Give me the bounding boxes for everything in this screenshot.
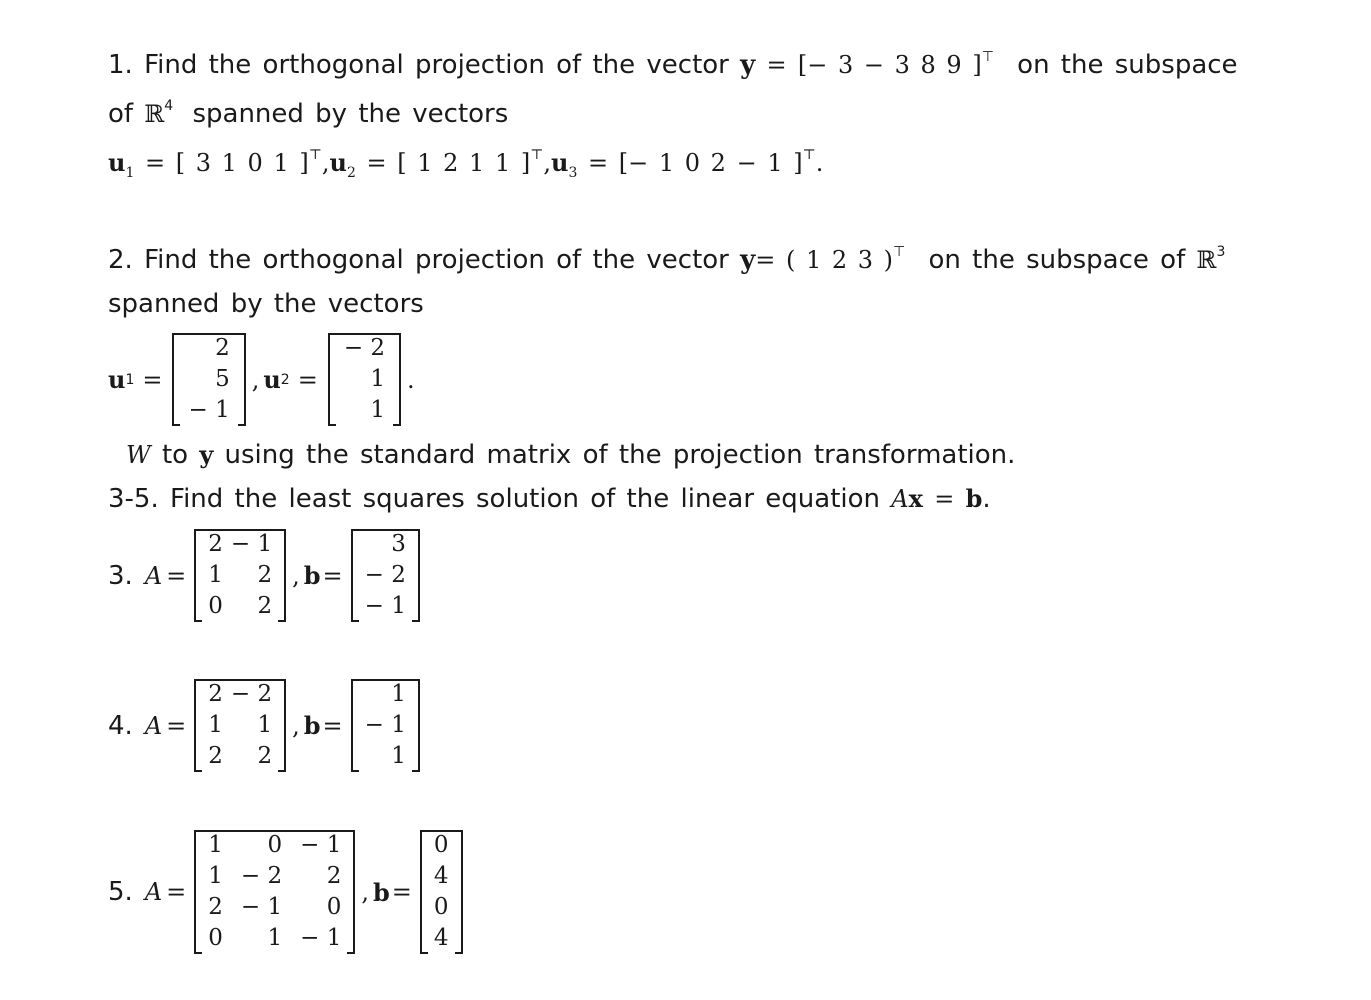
problem-5-number: 5. <box>108 877 133 907</box>
matrix-entry: − 1 <box>300 925 342 951</box>
matrix-entry: 1 <box>208 832 223 858</box>
note-to: to <box>161 440 189 470</box>
vector-y-label: y <box>740 245 756 275</box>
matrix-entry: 2 <box>208 894 223 920</box>
matrix-a-label: A <box>144 878 163 906</box>
matrix-entry: 0 <box>208 925 223 951</box>
problem-1-line-1 <box>108 48 1238 82</box>
problem-2-line-2 <box>108 287 424 321</box>
matrix-entry: 2 <box>208 743 223 769</box>
matrix-entry: 1 <box>257 712 273 738</box>
problem-1-line-2 <box>108 97 508 131</box>
matrix-entry: − 1 <box>230 531 273 557</box>
u3-subscript: 3 <box>568 165 578 181</box>
u1-subscript: 1 <box>125 165 135 181</box>
problem-1-text-of: of <box>108 99 134 129</box>
matrix-entry: 1 <box>208 712 223 738</box>
period: . <box>407 365 415 394</box>
matrix-entry: 2 <box>208 531 223 557</box>
equals-sign: = <box>766 51 787 79</box>
matrix-a <box>194 679 286 772</box>
matrix-entry: 2 <box>215 335 230 361</box>
period: . <box>815 149 824 177</box>
matrix-entry: − 1 <box>364 593 406 619</box>
matrix-entry: 2 <box>257 562 273 588</box>
vector-b-label: b <box>965 484 983 513</box>
transpose-mark: ⊤ <box>802 147 816 163</box>
u3-vector: = [− 1 0 2 − 1 ] <box>588 149 803 177</box>
matrix-entry: 2 <box>326 863 342 889</box>
problem-1-vectors <box>108 146 823 180</box>
comma: , <box>251 365 260 394</box>
problem-3-number: 3. <box>108 560 133 591</box>
transpose-mark: ⊤ <box>981 49 994 65</box>
u2-label: u <box>263 365 281 394</box>
problem-1-text: Find the orthogonal projection of the vector <box>144 50 729 80</box>
matrix-a-label: A <box>144 711 163 740</box>
u2-label: u <box>329 148 347 177</box>
vector-b <box>351 529 420 622</box>
matrix-entry: 1 <box>391 681 406 707</box>
comma: , <box>321 149 330 177</box>
matrix-a <box>194 830 355 954</box>
problem-3-5-number: 3-5. <box>108 484 159 514</box>
matrix-a <box>194 529 286 622</box>
matrix-entry: − 1 <box>300 832 342 858</box>
vector-y-value: [− 3 − 3 8 9 ] <box>797 51 982 79</box>
u1-vector: = [ 3 1 0 1 ] <box>145 149 309 177</box>
matrix-entry: − 1 <box>364 712 406 738</box>
transpose-mark: ⊤ <box>530 147 544 163</box>
matrix-entry: − 2 <box>343 335 386 361</box>
matrix-entry: − 2 <box>240 863 283 889</box>
matrix-entry: 4 <box>433 925 449 951</box>
matrix-a-label: A <box>891 485 909 513</box>
problem-1-number: 1. <box>108 50 133 80</box>
matrix-entry: 1 <box>391 743 406 769</box>
comma: , <box>543 149 552 177</box>
real-space-dimension: 4 <box>164 98 174 114</box>
problem-2-text-cont: on the subspace of <box>928 245 1186 275</box>
matrix-entry: 2 <box>208 681 223 707</box>
matrix-entry: 0 <box>326 894 342 920</box>
u1-label: u <box>108 365 126 394</box>
vector-b-label: b <box>372 877 390 907</box>
matrix-entry: 1 <box>208 562 223 588</box>
matrix-entry: 1 <box>267 925 283 951</box>
vector-b <box>351 679 420 772</box>
problem-2-text: Find the orthogonal projection of the vector <box>144 245 729 275</box>
matrix-entry: 0 <box>433 894 449 920</box>
u1-label: u <box>108 148 126 177</box>
real-space-dimension: 3 <box>1216 244 1226 260</box>
problem-2-vectors: u 1 = 2 5 − 1 , u 2 = − 2 1 1 . <box>108 333 415 426</box>
problem-4-number: 4. <box>108 710 133 741</box>
equals-sign: = <box>322 711 343 740</box>
problem-3 <box>108 529 422 622</box>
vector-y-value: = ( 1 2 3 ) <box>755 246 894 274</box>
problem-2-spanned: spanned by the vectors <box>108 289 424 319</box>
matrix-entry: 0 <box>267 832 283 858</box>
matrix-entry: − 2 <box>230 681 273 707</box>
problem-2-number: 2. <box>108 245 133 275</box>
real-space-symbol: ℝ <box>1196 246 1217 274</box>
matrix-entry: 2 <box>257 593 273 619</box>
matrix-entry: 2 <box>257 743 273 769</box>
matrix-entry: 3 <box>391 531 406 557</box>
equals-sign: = <box>142 365 163 394</box>
comma: , <box>292 561 300 590</box>
u1-column-vector <box>172 333 245 426</box>
matrix-entry: 1 <box>370 397 386 423</box>
vector-y: y <box>199 440 214 469</box>
transpose-mark: ⊤ <box>308 147 322 163</box>
note-text: using the standard matrix of the projection transformation. <box>224 440 1016 470</box>
problem-5 <box>108 830 465 954</box>
comma: , <box>361 878 369 906</box>
problem-3-5-heading <box>108 482 991 516</box>
problem-1-spanned: spanned by the vectors <box>192 99 509 129</box>
equals-sign: = <box>322 561 343 590</box>
problem-2-line-1 <box>108 243 1225 277</box>
matrix-entry: 1 <box>370 366 386 392</box>
equals-sign: = <box>166 561 187 590</box>
u3-label: u <box>551 148 569 177</box>
matrix-entry: 5 <box>215 366 230 392</box>
comma: , <box>292 711 300 740</box>
transpose-mark: ⊤ <box>893 244 906 260</box>
vector-x-label: x <box>908 484 923 513</box>
vector-b-label: b <box>303 561 321 590</box>
period: . <box>982 484 991 514</box>
problem-1-text-cont: on the subspace <box>1017 50 1238 80</box>
note-line <box>126 438 1015 472</box>
vector-y-label: y <box>740 50 756 80</box>
problem-3-5-text: Find the least squares solution of the linear equation <box>170 484 881 514</box>
equals-sign: = <box>391 878 412 906</box>
matrix-entry: − 2 <box>364 562 406 588</box>
vector-b <box>420 830 463 954</box>
equals-sign: = <box>934 485 955 513</box>
u2-vector: = [ 1 2 1 1 ] <box>366 149 531 177</box>
equals-sign: = <box>166 878 187 906</box>
matrix-entry: 0 <box>433 832 449 858</box>
equals-sign: = <box>166 711 187 740</box>
matrix-entry: 4 <box>433 863 449 889</box>
subspace-w: W <box>126 441 151 469</box>
u2-subscript: 2 <box>346 165 356 181</box>
matrix-entry: − 1 <box>188 397 230 423</box>
problem-4 <box>108 679 422 772</box>
real-space-symbol: ℝ <box>144 100 165 128</box>
matrix-a-label: A <box>144 561 163 590</box>
u2-column-vector <box>328 333 401 426</box>
matrix-entry: 0 <box>208 593 223 619</box>
matrix-entry: 1 <box>208 863 223 889</box>
vector-b-label: b <box>303 711 321 740</box>
equals-sign: = <box>297 365 318 394</box>
matrix-entry: − 1 <box>240 894 283 920</box>
